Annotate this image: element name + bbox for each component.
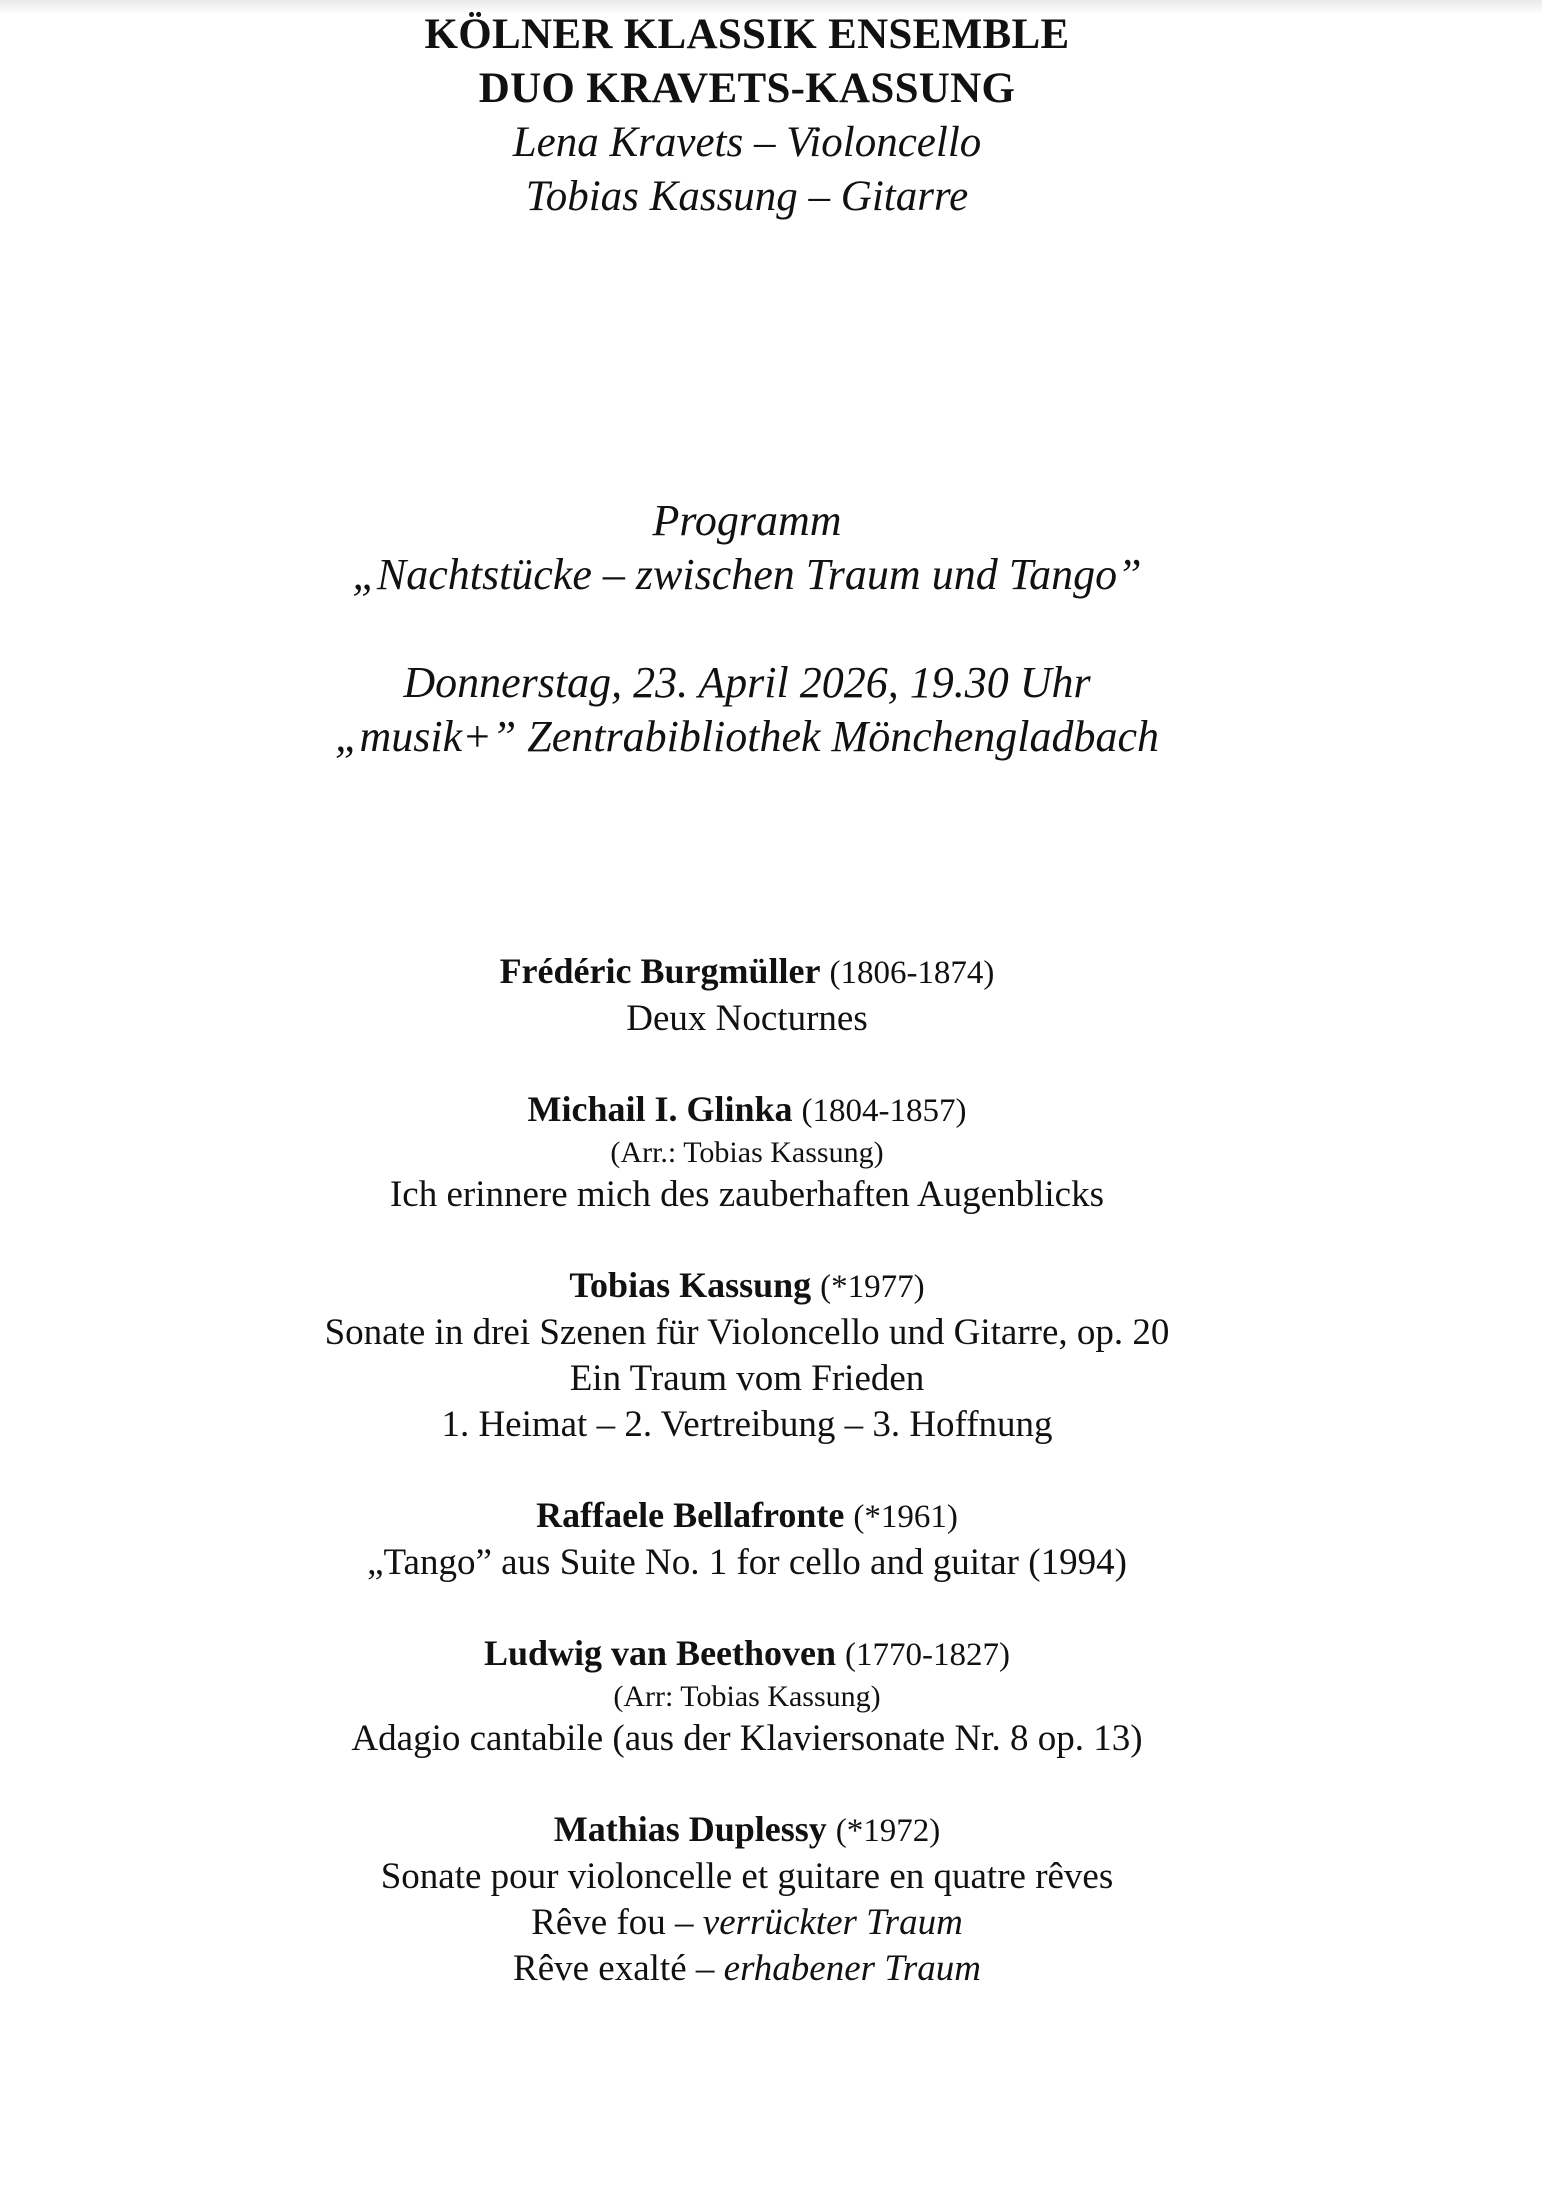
- performer-guitar: Tobias Kassung – Gitarre: [525, 173, 969, 220]
- program-info: [0, 494, 1494, 764]
- performer-cello: Lena Kravets – Violoncello: [512, 119, 982, 166]
- work-title: Sonate in drei Szenen für Violoncello und Gitarre, op. 20: [324, 1312, 1170, 1353]
- piece-entry: [0, 1086, 1494, 1218]
- composer-name: Mathias Duplessy: [553, 1809, 827, 1849]
- composer-name: Frédéric Burgmüller: [499, 951, 821, 991]
- work-title: Ich erinnere mich des zauberhaften Augenblicks: [389, 1174, 1104, 1215]
- movement-french: Rêve fou –: [531, 1902, 703, 1943]
- program-title: „Nachtstücke – zwischen Traum und Tango”: [352, 550, 1142, 599]
- composer-years: (*1961): [853, 1499, 958, 1535]
- composer-line: [0, 1492, 1494, 1540]
- composer-years: (1806-1874): [829, 955, 995, 991]
- work-subtitle: Ein Traum vom Frieden: [569, 1358, 925, 1399]
- work-title: Adagio cantabile (aus der Klaviersonate Nr. 8 op. 13): [351, 1718, 1143, 1759]
- movement-german: verrückter Traum: [702, 1902, 963, 1943]
- composer-name: Tobias Kassung: [569, 1265, 812, 1305]
- ensemble-name: KÖLNER KLASSIK ENSEMBLE: [424, 11, 1070, 58]
- arrangement-credit: (Arr: Tobias Kassung): [613, 1680, 881, 1713]
- composer-years: (1804-1857): [801, 1093, 967, 1129]
- composer-years: (*1972): [835, 1813, 941, 1849]
- piece-entry: [0, 1492, 1494, 1586]
- concert-date: Donnerstag, 23. April 2026, 19.30 Uhr: [403, 658, 1091, 707]
- piece-entry: [0, 1806, 1494, 1992]
- movement-line: [0, 1946, 1494, 1992]
- program-label: Programm: [652, 496, 842, 545]
- composer-years: (1770-1827): [845, 1637, 1011, 1673]
- work-title: Deux Nocturnes: [626, 998, 868, 1039]
- movement-german: erhabener Traum: [723, 1948, 981, 1989]
- composer-name: Ludwig van Beethoven: [483, 1633, 837, 1673]
- duo-name: DUO KRAVETS-KASSUNG: [478, 65, 1016, 112]
- composer-name: Raffaele Bellafronte: [536, 1495, 845, 1535]
- composer-line: [0, 1806, 1494, 1854]
- composer-line: [0, 948, 1494, 996]
- composer-years: (*1977): [820, 1269, 925, 1305]
- composer-line: [0, 1630, 1494, 1678]
- piece-list: [0, 948, 1494, 2036]
- composer-line: [0, 1262, 1494, 1310]
- arrangement-credit: (Arr.: Tobias Kassung): [610, 1136, 884, 1169]
- work-title: Sonate pour violoncelle et guitare en quatre rêves: [380, 1856, 1114, 1897]
- piece-entry: [0, 1630, 1494, 1762]
- composer-name: Michail I. Glinka: [527, 1089, 793, 1129]
- concert-header: [0, 8, 1494, 224]
- movement-french: Rêve exalté –: [513, 1948, 724, 1989]
- work-movements: 1. Heimat – 2. Vertreibung – 3. Hoffnung: [441, 1404, 1053, 1445]
- concert-venue: „musik+” Zentrabibliothek Mönchengladbach: [334, 712, 1160, 761]
- work-title: „Tango” aus Suite No. 1 for cello and guitar (1994): [367, 1542, 1127, 1583]
- piece-entry: [0, 948, 1494, 1042]
- composer-line: [0, 1086, 1494, 1134]
- piece-entry: [0, 1262, 1494, 1448]
- movement-line: [0, 1900, 1494, 1946]
